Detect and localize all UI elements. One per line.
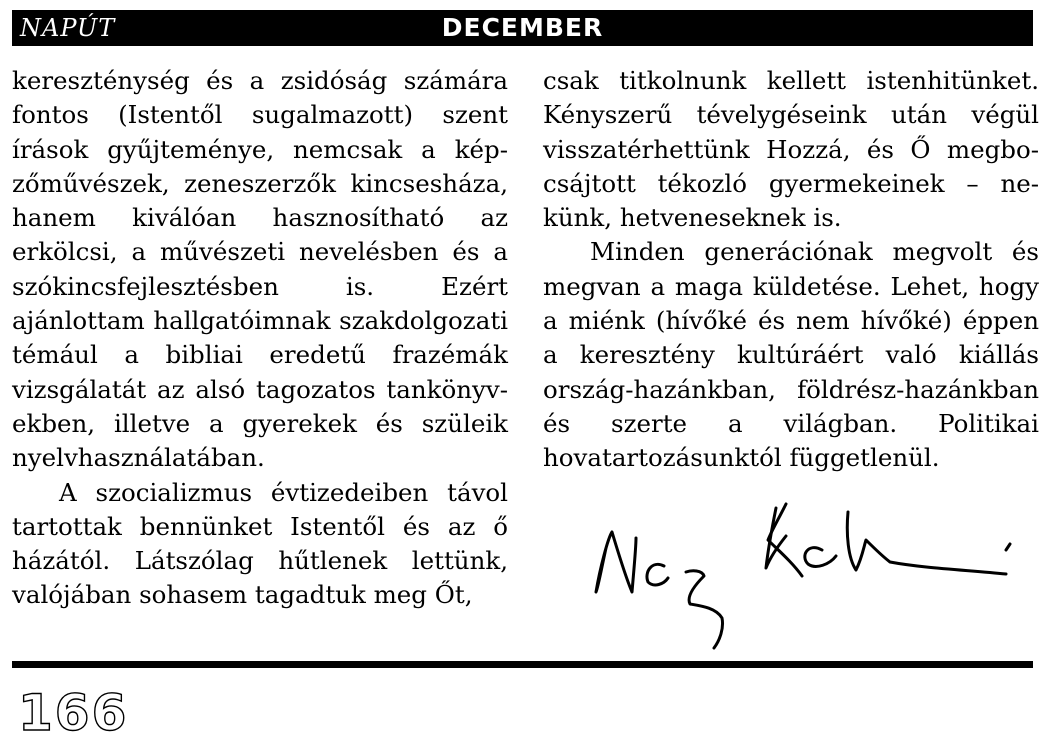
page-number [18,688,138,736]
paragraph: Minden generációnak megvolt és megvan a maga küldetése. Lehet, hogy a miénk (hívőké és nem hívőké) éppen a keresztény kultúráért való kiállás ország-hazánkban, földrész-hazánkban és szerte a világban. Politikai hovatartozásunktól függetlenül. [543,237,1039,473]
left-text-column [12,64,508,613]
paragraph: kereszténység és a zsidóság számára fontos (Istentől sugalmazott) szent írások gyűjteménye, nemcsak a képzőművészek, zeneszerzők kincsesháza, hanem kiválóan hasznosítható az erkölcsi, a művészeti nevelésben és a szókincsfejlesztésben is. Ezért ajánlottam hallgatóimnak szakdolgozati témául a bibliai eredetű frazémák vizsgálatát az alsó tagozatos tankönyvekben, illetve a gyerekek és szüleik nyelvhasználatában. [12,66,508,473]
running-header [12,10,1033,46]
paragraph: csak titkolnunk kellett istenhitünket. Kényszerű tévelygéseink után végül visszatérhettünk Hozzá, és Ő megbocsájtott tékozló gyermekeinek – nekünk, hetveneseknek is. [543,66,1039,233]
right-text-column [543,64,1039,476]
issue-month: DECEMBER [441,13,604,42]
paragraph: A szocializmus évtizedeiben távol tartottak bennünket Istentől és az ő házától. Látszólag hűtlenek lettünk, valójában sohasem tagadtuk meg Őt, [12,477,508,610]
footer-rule [12,661,1033,668]
page-number-text: 166 [18,688,129,736]
journal-logo: NAPÚT [20,14,116,42]
author-signature [586,488,1026,654]
